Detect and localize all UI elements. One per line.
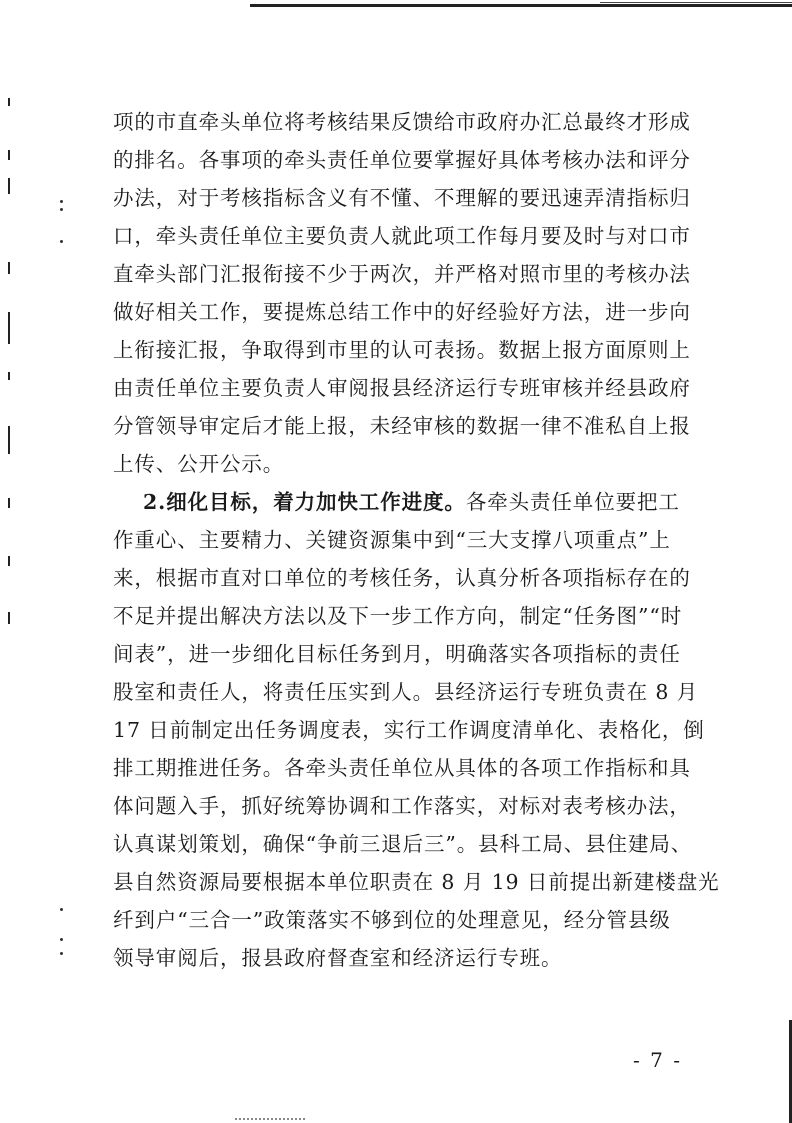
text-line: 股室和责任人，将责任压实到人。县经济运行专班负责在 8 月 bbox=[113, 680, 699, 704]
scan-left-mark bbox=[8, 178, 10, 194]
text-line: 17 日前制定出任务调度表，实行工作调度清单化、表格化，倒 bbox=[113, 718, 705, 742]
scan-left-mark bbox=[8, 426, 10, 454]
scan-top-rule bbox=[250, 4, 792, 7]
text-line: 作重心、主要精力、关键资源集中到“三大支撑八项重点”上 bbox=[113, 528, 671, 552]
paragraph-1 bbox=[113, 103, 689, 483]
text-line-first bbox=[113, 483, 689, 521]
scan-left-mark bbox=[8, 612, 10, 624]
text-line: 口，牵头责任单位主要负责人就此项工作每月要及时与对口市 bbox=[113, 224, 691, 248]
text-line: 间表”，进一步细化目标任务到月，明确落实各项指标的责任 bbox=[113, 642, 681, 666]
text-line: 认真谋划策划，确保“争前三退后三”。县科工局、县住建局、 bbox=[113, 832, 693, 856]
scan-left-mark bbox=[8, 150, 10, 160]
text-line: 直牵头部门汇报衔接不少于两次，并严格对照市里的考核办法 bbox=[113, 262, 691, 286]
scan-left-mark bbox=[8, 312, 10, 344]
scan-left-mark bbox=[8, 556, 10, 566]
text-line: 做好相关工作，要提炼总结工作中的好经验好方法，进一步向 bbox=[113, 300, 691, 324]
paragraph-2 bbox=[113, 483, 720, 977]
scan-left-mark bbox=[8, 498, 10, 508]
scan-dot bbox=[60, 208, 63, 211]
scan-dot bbox=[60, 240, 63, 243]
text-line: 领导审阅后，报县政府督查室和经济运行专班。 bbox=[113, 946, 563, 970]
text-line: 排工期推进任务。各牵头责任单位从具体的各项工作指标和具 bbox=[113, 756, 691, 780]
text-line: 由责任单位主要负责人审阅报县经济运行专班审核并经县政府 bbox=[113, 376, 691, 400]
text-line: 体问题入手，抓好统筹协调和工作落实，对标对表考核办法， bbox=[113, 794, 691, 818]
text-line: 办法，对于考核指标含义有不懂、不理解的要迅速弄清指标归 bbox=[113, 186, 691, 210]
text-line: 县自然资源局要根据本单位职责在 8 月 19 日前提出新建楼盘光 bbox=[113, 870, 720, 894]
scan-dot bbox=[60, 952, 63, 955]
scan-dot bbox=[60, 908, 63, 911]
text-line: 分管领导审定后才能上报，未经审核的数据一律不准私自上报 bbox=[113, 414, 691, 438]
text-line: 的排名。各事项的牵头责任单位要掌握好具体考核办法和评分 bbox=[113, 148, 691, 172]
scan-dot bbox=[60, 938, 63, 941]
text-line: 上传、公开公示。 bbox=[113, 452, 285, 476]
text-span: 各牵头责任单位要把工 bbox=[465, 490, 680, 514]
section-heading: 2.细化目标，着力加快工作进度。 bbox=[143, 490, 466, 514]
scan-bottom-dots bbox=[235, 1116, 305, 1120]
scan-dot bbox=[60, 200, 63, 203]
scan-left-mark bbox=[8, 372, 10, 380]
text-line: 来，根据市直对口单位的考核任务，认真分析各项指标存在的 bbox=[113, 566, 691, 590]
scan-left-mark bbox=[8, 262, 10, 274]
scan-left-mark bbox=[8, 98, 10, 106]
text-line: 纤到户“三合一”政策落实不够到位的处理意见，经分管县级 bbox=[113, 908, 671, 932]
text-line: 上衔接汇报，争取得到市里的认可表扬。数据上报方面原则上 bbox=[113, 338, 691, 362]
scan-top-rule-thin bbox=[600, 2, 792, 3]
document-body bbox=[113, 103, 720, 977]
page-number: - 7 - bbox=[633, 1048, 682, 1072]
text-line: 项的市直牵头单位将考核结果反馈给市政府办汇总最终才形成 bbox=[113, 110, 691, 134]
text-line: 不足并提出解决方法以及下一步工作方向，制定“任务图”“时 bbox=[113, 604, 683, 628]
